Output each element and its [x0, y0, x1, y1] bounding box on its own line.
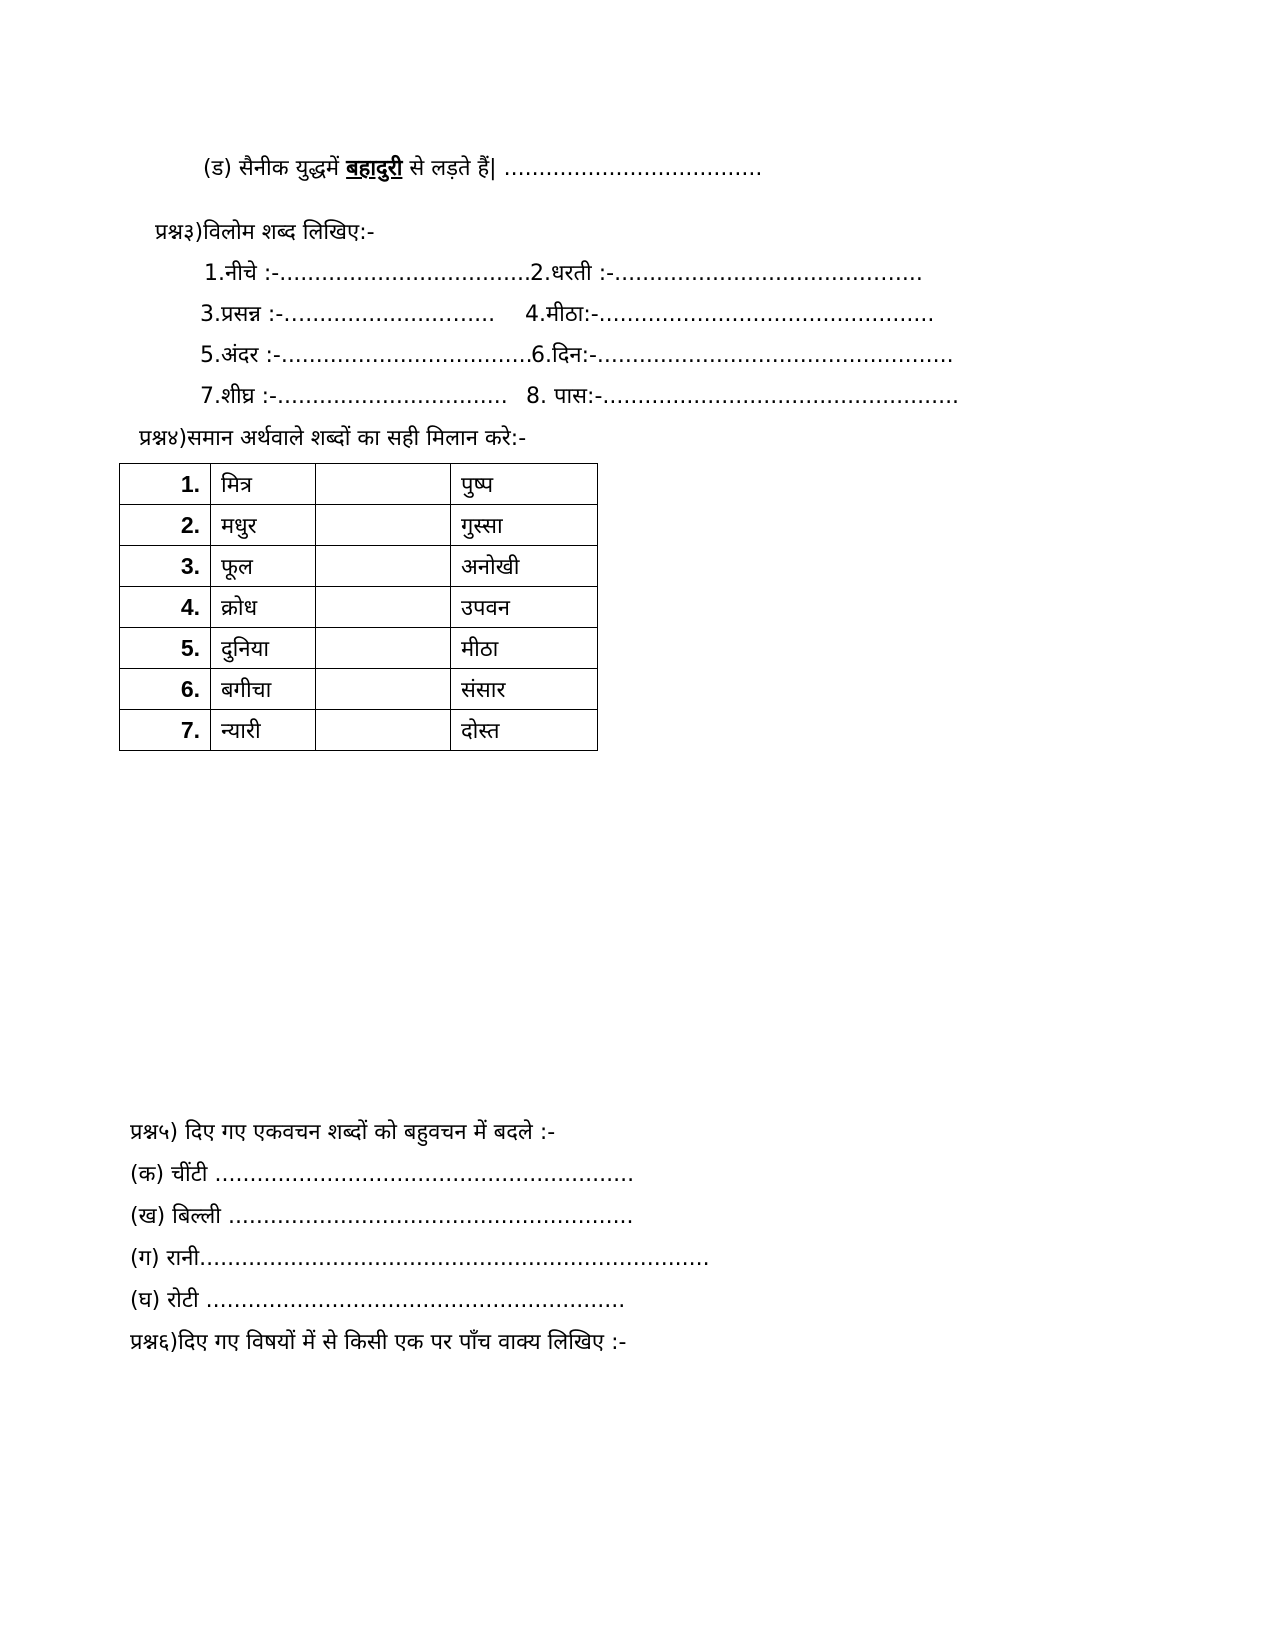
right-word: दोस्त [451, 710, 598, 751]
q3-item-6: 6.दिन:-................................................... [531, 343, 954, 368]
q4-heading: प्रश्न४)समान अर्थवाले शब्दों का सही मिलान करे:- [139, 426, 527, 451]
table-row [120, 710, 598, 751]
answer-blank [316, 505, 451, 546]
right-word: मीठा [451, 628, 598, 669]
left-word: क्रोध [211, 587, 316, 628]
row-number: 6. [120, 669, 211, 710]
row-number: 7. [120, 710, 211, 751]
right-word: संसार [451, 669, 598, 710]
q6-heading: प्रश्न६)दिए गए विषयों में से किसी एक पर पाँच वाक्य लिखिए :- [130, 1330, 627, 1355]
row-number: 5. [120, 628, 211, 669]
table-row [120, 546, 598, 587]
table-row [120, 628, 598, 669]
table-row [120, 669, 598, 710]
q5-item-ka: (क) चींटी ............................................................ [130, 1162, 635, 1187]
right-word: गुस्सा [451, 505, 598, 546]
left-word: बगीचा [211, 669, 316, 710]
left-word: मित्र [211, 464, 316, 505]
table-row [120, 587, 598, 628]
q2-item-d-answer-line: ..................................... [503, 156, 763, 181]
answer-blank [316, 587, 451, 628]
right-word: अनोखी [451, 546, 598, 587]
q2-item-d-suffix: से लड़ते हैं| [402, 156, 504, 181]
row-number: 4. [120, 587, 211, 628]
row-number: 3. [120, 546, 211, 587]
q3-item-2: 2.धरती :-.....................................….... [530, 261, 923, 286]
answer-blank [316, 464, 451, 505]
answer-blank [316, 628, 451, 669]
q3-item-4: 4.मीठा:-................................................ [525, 302, 935, 327]
q2-item-d [203, 158, 762, 180]
left-word: न्यारी [211, 710, 316, 751]
left-word: दुनिया [211, 628, 316, 669]
answer-blank [316, 669, 451, 710]
q5-item-ga: (ग) रानी......................................................................... [130, 1246, 710, 1271]
right-word: उपवन [451, 587, 598, 628]
q2-item-d-bold-word: बहादुरी [346, 156, 403, 181]
left-word: फूल [211, 546, 316, 587]
answer-blank [316, 546, 451, 587]
q5-item-kha: (ख) बिल्ली .......................................................... [130, 1204, 634, 1229]
table-row [120, 464, 598, 505]
q3-item-1: 1.नीचे :-.................................... [204, 261, 531, 286]
right-word: पुष्प [451, 464, 598, 505]
q3-item-3: 3.प्रसन्न :-…....................….... [200, 302, 496, 327]
answer-blank [316, 710, 451, 751]
q5-item-gha: (घ) रोटी ............................................................ [130, 1288, 626, 1313]
row-number: 1. [120, 464, 211, 505]
matching-table [119, 463, 598, 751]
table-row [120, 505, 598, 546]
q2-item-d-prefix: (ड) सैनीक युद्धमें [203, 156, 347, 181]
left-word: मधुर [211, 505, 316, 546]
row-number: 2. [120, 505, 211, 546]
q3-heading: प्रश्न३)विलोम शब्द लिखिए:- [155, 220, 375, 245]
matching-table-body [120, 464, 598, 751]
q3-item-7: 7.शीघ्र :-................................. [200, 384, 508, 409]
q3-item-8: 8. पास:-................................................... [526, 384, 960, 409]
q3-item-5: 5.अंदर :-.................................... [200, 343, 533, 368]
q5-heading: प्रश्न५) दिए गए एकवचन शब्दों को बहुवचन में बदले :- [130, 1120, 556, 1145]
